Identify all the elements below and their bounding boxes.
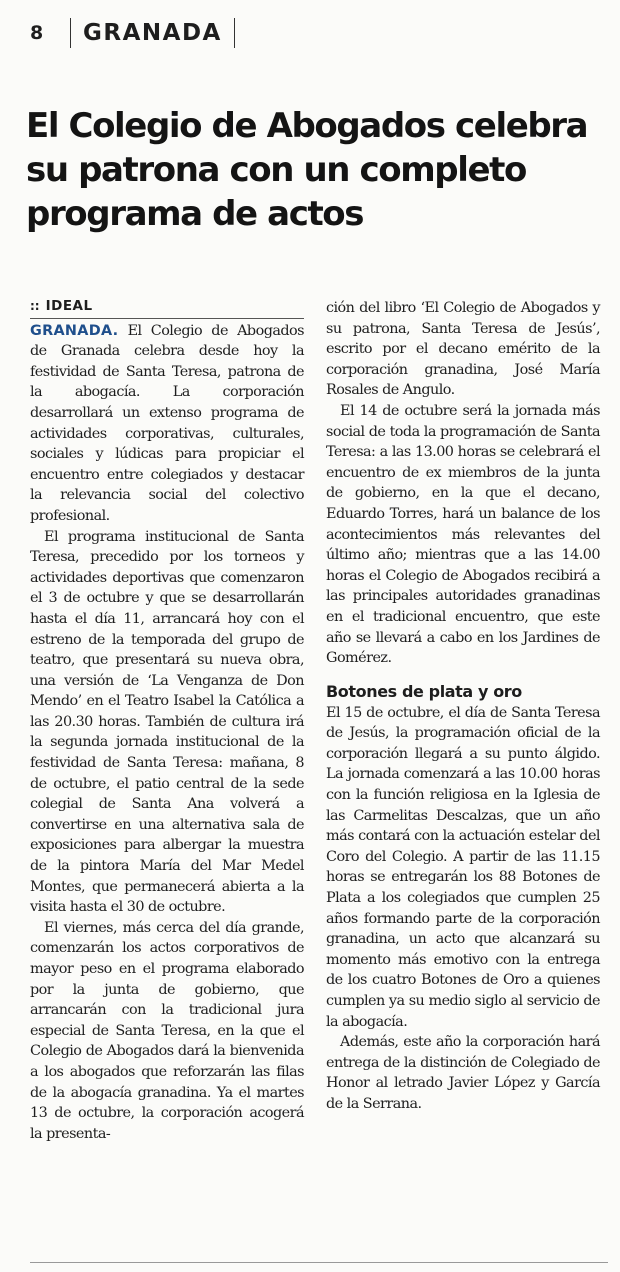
byline	[30, 296, 304, 319]
article-paragraph: El viernes, más cerca del día grande, comenzarán los actos corporativos de mayor peso en el programa elaborado por la junta de gobierno, que arrancarán con la tradicional jura especial de Santa Teresa, en la que el Colegio de Abogados dará la bienvenida a los abogados que reforzarán las filas de la abogacía granadina. Ya el martes 13 de octubre, la corporación acogerá la presenta-	[30, 919, 304, 1142]
article-paragraph-lead	[30, 321, 304, 527]
article-paragraph: Además, este año la corporación hará entrega de la distinción de Colegiado de Honor al letrado Javier López y García de la Serrana.	[326, 1034, 600, 1112]
byline-dots-icon: ::	[30, 299, 40, 313]
page-number: 8	[30, 22, 44, 44]
article-column-right	[326, 298, 600, 1115]
bottom-divider	[30, 1262, 608, 1263]
section-title: GRANADA	[70, 18, 235, 48]
dateline: GRANADA.	[30, 322, 119, 339]
article-paragraph: El 14 de octubre será la jornada más social de toda la programación de Santa Teresa: a las 13.00 horas se celebrará el encuentro de ex miembros de la junta de gobierno, en la que el decano, Eduardo Torres, hará un balance de los acontecimientos más relevantes del último año; mientras que a las 14.00 horas el Colegio de Abogados recibirá a las principales autoridades granadinas en el tradicional encuentro, que este año se llevará a cabo en los Jardines de Gomérez.	[326, 402, 600, 667]
lead-text: El Colegio de Abogados de Granada celebra desde hoy la festividad de Santa Teresa, patrona de la abogacía. La corporación desarrollará un extenso programa de actividades corporativas, culturales, sociales y lúdicas para propiciar el encuentro entre colegiados y destacar la relevancia social del colectivo profesional.	[30, 322, 304, 524]
article-headline: El Colegio de Abogados celebra su patrona con un completo programa de actos	[26, 106, 588, 234]
article-paragraph: ción del libro ‘El Colegio de Abogados y su patrona, Santa Teresa de Jesús’, escrito por el decano emérito de la corporación granadina, José María Rosales de Angulo.	[326, 300, 600, 399]
article-paragraph: El 15 de octubre, el día de Santa Teresa de Jesús, la programación oficial de la corporación llegará a su punto álgido. La jornada comenzará a las 10.00 horas con la función religiosa en la Iglesia de las Carmelitas Descalzas, que un año más contará con la actuación estelar del Coro del Colegio. A partir de las 11.15 horas se entregarán los 88 Botones de Plata a los colegiados que cumplen 25 años formando parte de la corporación granadina, un acto que alcanzará su momento más emotivo con la entrega de los cuatro Botones de Oro a quienes cumplen ya su medio siglo al servicio de la abogacía.	[326, 704, 600, 1030]
page-masthead	[30, 14, 600, 52]
article-paragraph: El programa institucional de Santa Teresa, precedido por los torneos y actividades deportivas que comenzaron el 3 de octubre y que se desarrollarán hasta el día 11, arrancará hoy con el estreno de la temporada del grupo de teatro, que presentará su nueva obra, una versión de ‘La Venganza de Don Mendo’ en el Teatro Isabel la Católica a las 20.30 horas. También de cultura irá la segunda jornada institucional de la festividad de Santa Teresa: mañana, 8 de octubre, el patio central de la sede colegial de Santa Ana volverá a convertirse en una alternativa sala de exposiciones para albergar la muestra de la pintora María del Mar Medel Montes, que permanecerá abierta a la visita hasta el 30 de octubre.	[30, 528, 304, 916]
byline-source: IDEAL	[45, 298, 93, 314]
article-subheading: Botones de plata y oro	[326, 681, 522, 701]
article-column-left	[30, 296, 304, 1144]
